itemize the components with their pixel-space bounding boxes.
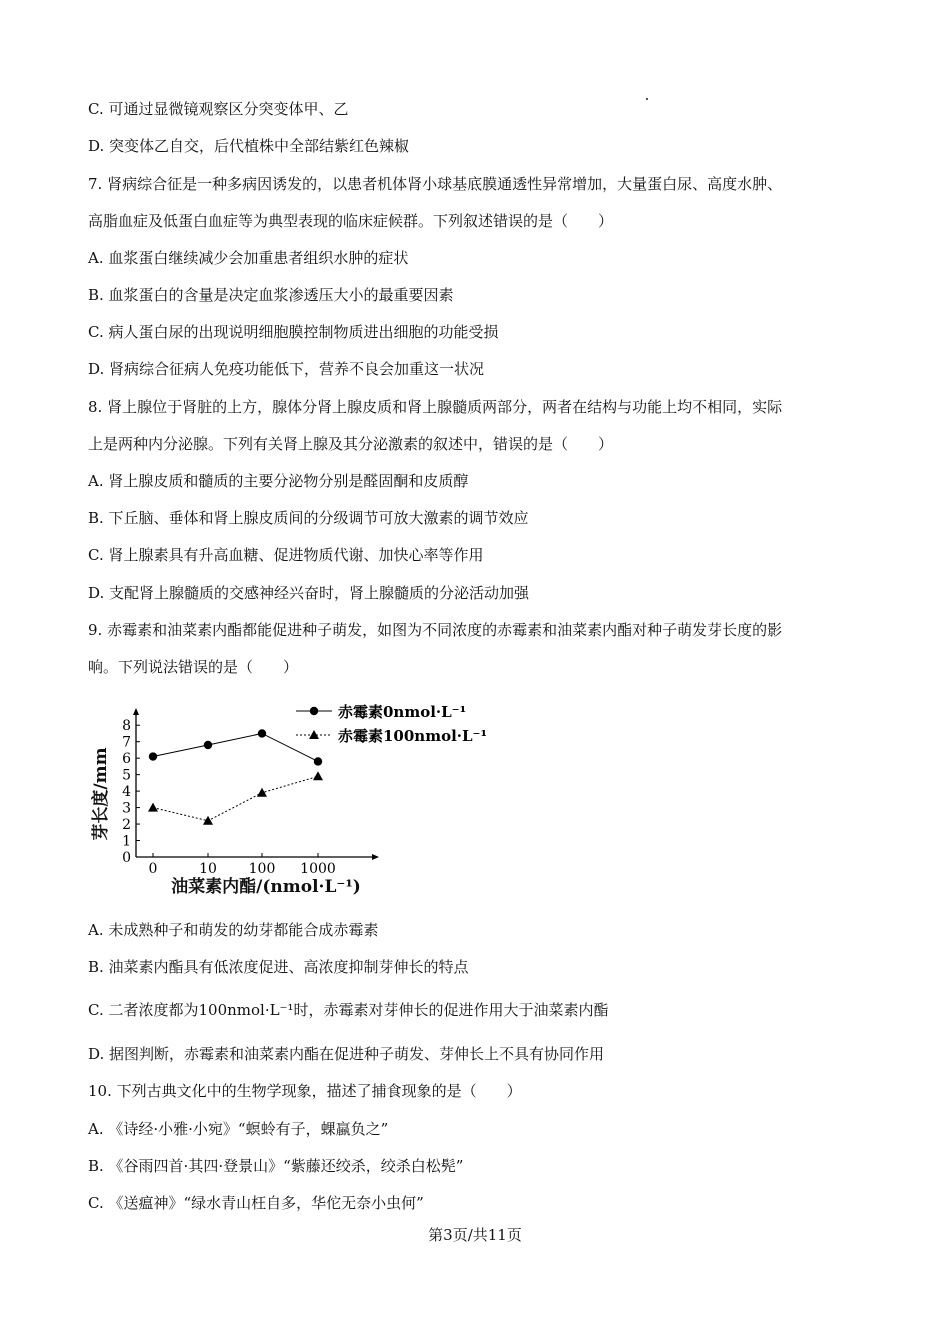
y-tick-label: 5 (122, 767, 131, 784)
x-axis-arrow (372, 854, 379, 860)
page-footer: 第3页/共11页 (428, 1226, 522, 1244)
data-point (313, 771, 323, 780)
data-point (204, 741, 212, 749)
chart-legend (296, 703, 487, 745)
y-axis-label: 芽长度/mm (91, 747, 111, 841)
chart-series (148, 729, 323, 824)
y-axis-arrow (133, 708, 139, 715)
option-b: B. 血浆蛋白的含量是决定血浆渗透压大小的最重要因素 (88, 286, 454, 304)
legend-label: 赤霉素0nmol·L⁻¹ (338, 703, 467, 721)
y-tick-label: 0 (122, 850, 131, 866)
question-8-stem: 8. 肾上腺位于肾脏的上方，腺体分肾上腺皮质和肾上腺髓质两部分，两者在结构与功能上均不相同，实际 (88, 398, 783, 416)
y-tick-label: 2 (122, 817, 131, 834)
speck (646, 98, 648, 100)
legend-marker (310, 707, 318, 715)
option-b: B. 下丘脑、垂体和肾上腺皮质间的分级调节可放大激素的调节效应 (88, 509, 529, 527)
x-tick-label: 100 (248, 861, 276, 877)
question-7-stem: 7. 肾病综合征是一种多病因诱发的，以患者机体肾小球基底膜通透性异常增加，大量蛋白尿、高度水肿、 (88, 175, 783, 193)
data-point (257, 788, 267, 797)
question-9-stem: 响。下列说法错误的是（ ） (88, 658, 299, 676)
data-point (314, 757, 322, 765)
data-point (149, 752, 157, 760)
y-ticks (122, 718, 140, 866)
option-d: D. 肾病综合征病人免疫功能低下，营养不良会加重这一状况 (88, 360, 485, 378)
y-tick-label: 1 (122, 833, 131, 850)
option-c: C. 《送瘟神》“绿水青山枉自多，华佗无奈小虫何” (88, 1194, 424, 1212)
y-tick-label: 4 (122, 784, 131, 801)
question-7-stem: 高脂血症及低蛋白血症等为典型表现的临床症候群。下列叙述错误的是（ ） (88, 212, 614, 230)
option-d: D. 支配肾上腺髓质的交感神经兴奋时，肾上腺髓质的分泌活动加强 (88, 584, 530, 602)
y-tick-label: 3 (122, 800, 131, 817)
option-a: A. 血浆蛋白继续减少会加重患者组织水肿的症状 (88, 249, 409, 267)
option-c: C. 病人蛋白尿的出现说明细胞膜控制物质进出细胞的功能受损 (88, 323, 499, 341)
option-d: D. 据图判断，赤霉素和油菜素内酯在促进种子萌发、芽伸长上不具有协同作用 (88, 1045, 605, 1063)
x-tick-label: 1000 (300, 861, 336, 877)
y-tick-label: 8 (122, 718, 131, 735)
option-a: A. 肾上腺皮质和髓质的主要分泌物分别是醛固酮和皮质醇 (88, 472, 469, 490)
option-b: B. 油菜素内酯具有低浓度促进、高浓度抑制芽伸长的特点 (88, 958, 469, 976)
question-10-stem: 10. 下列古典文化中的生物学现象，描述了捕食现象的是（ ） (88, 1082, 522, 1100)
text-line: D. 突变体乙自交，后代植株中全部结紫红色辣椒 (88, 137, 410, 155)
question-8-stem: 上是两种内分泌腺。下列有关肾上腺及其分泌激素的叙述中，错误的是（ ） (88, 435, 614, 453)
legend-label: 赤霉素100nmol·L⁻¹ (338, 727, 488, 745)
option-c: C. 肾上腺素具有升高血糖、促进物质代谢、加快心率等作用 (88, 546, 484, 564)
option-b: B. 《谷雨四首·其四·登景山》“紫藤还绞杀，绞杀白松髡” (88, 1157, 464, 1175)
option-c: C. 二者浓度都为100nmol·L⁻¹时，赤霉素对芽伸长的促进作用大于油菜素内酯 (88, 1001, 609, 1019)
option-a: A. 未成熟种子和萌发的幼芽都能合成赤霉素 (88, 921, 379, 939)
growth-chart (88, 692, 508, 904)
y-tick-label: 7 (122, 734, 131, 751)
series-line-1 (153, 733, 318, 761)
option-a: A. 《诗经·小雅·小宛》“螟蛉有子，蜾蠃负之” (88, 1120, 389, 1138)
x-axis-label: 油菜素内酯/(nmol·L⁻¹) (171, 877, 361, 897)
series-line-2 (153, 776, 318, 820)
text-line: C. 可通过显微镜观察区分突变体甲、乙 (88, 100, 349, 118)
x-tick-label: 10 (199, 861, 217, 877)
y-tick-label: 6 (122, 751, 131, 768)
data-point (148, 803, 158, 812)
question-9-stem: 9. 赤霉素和油菜素内酯都能促进种子萌发，如图为不同浓度的赤霉素和油菜素内酯对种子萌发芽长度的影 (88, 621, 783, 639)
x-tick-label: 0 (148, 861, 158, 877)
data-point (258, 729, 266, 737)
